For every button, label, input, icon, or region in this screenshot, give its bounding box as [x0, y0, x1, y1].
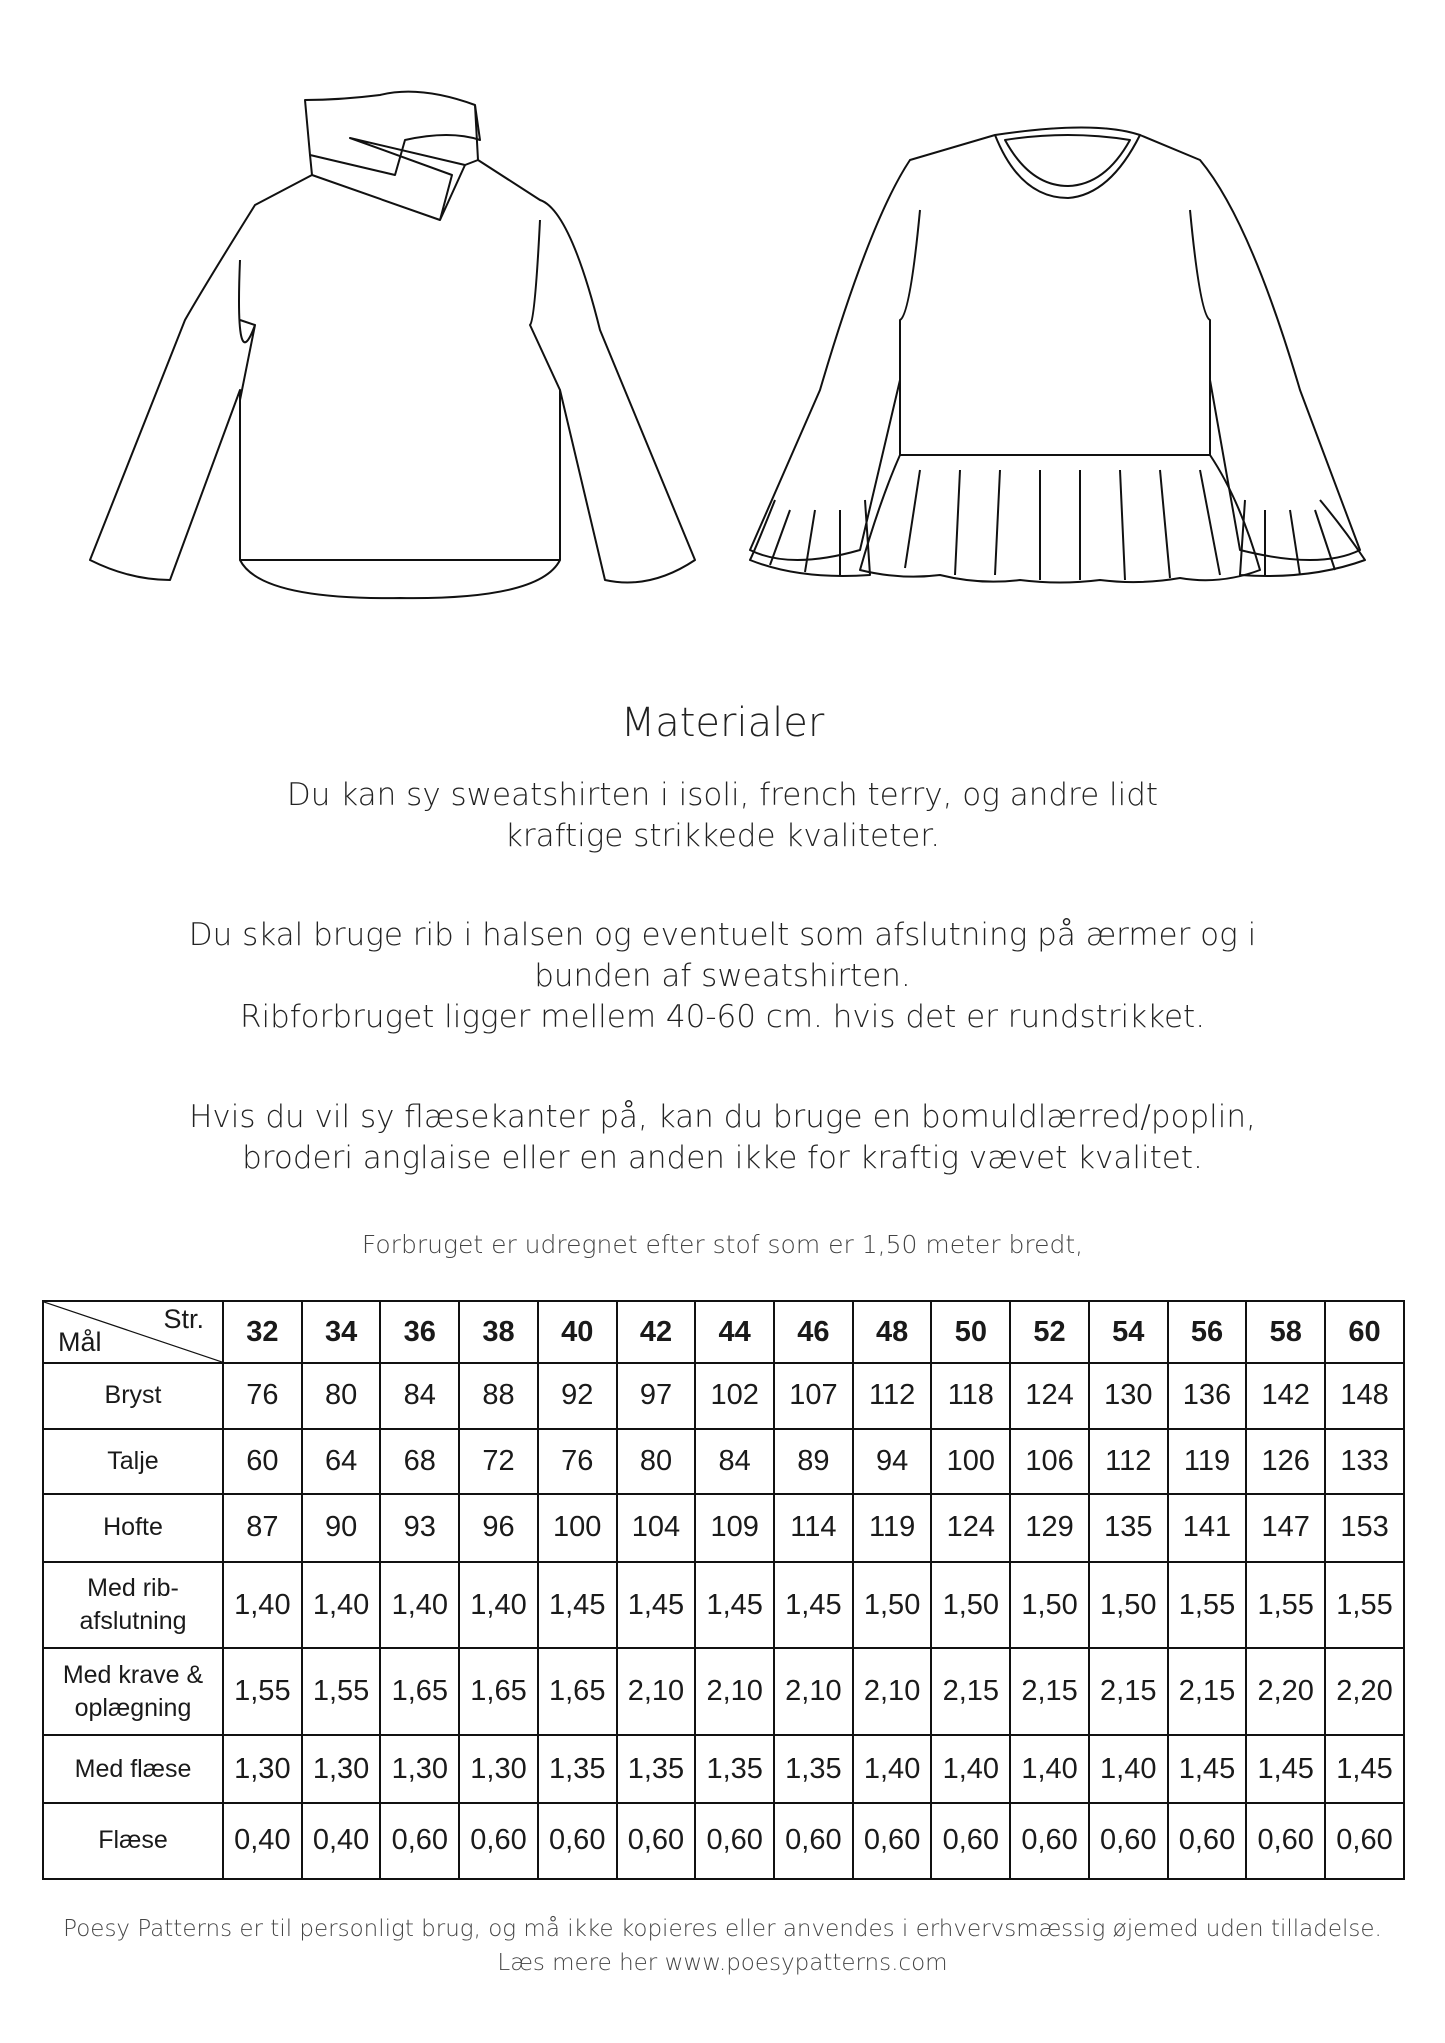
size-header: 52: [1010, 1301, 1089, 1363]
table-cell: 1,55: [1168, 1562, 1247, 1649]
table-cell: 1,55: [223, 1648, 302, 1735]
table-cell: 126: [1246, 1429, 1325, 1495]
paragraph-line: Du kan sy sweatshirten i isoli, french terry, og andre lidt: [286, 777, 1159, 813]
table-cell: 76: [223, 1363, 302, 1429]
table-cell: 136: [1168, 1363, 1247, 1429]
table-cell: 1,40: [1089, 1735, 1168, 1803]
sweatshirt-collar-illustration: [90, 92, 695, 598]
table-cell: 135: [1089, 1494, 1168, 1562]
table-cell: 112: [1089, 1429, 1168, 1495]
table-cell: 1,55: [302, 1648, 381, 1735]
table-cell: 1,45: [1325, 1735, 1404, 1803]
table-cell: 96: [459, 1494, 538, 1562]
table-cell: 1,45: [695, 1562, 774, 1649]
table-cell: 2,15: [1010, 1648, 1089, 1735]
table-cell: 104: [617, 1494, 696, 1562]
row-label: [43, 1429, 223, 1495]
table-cell: 1,45: [617, 1562, 696, 1649]
table-cell: 76: [538, 1429, 617, 1495]
table-cell: 148: [1325, 1363, 1404, 1429]
table-cell: 1,40: [931, 1735, 1010, 1803]
row-label-line: Hofte: [103, 1513, 163, 1542]
table-cell: 1,30: [459, 1735, 538, 1803]
table-row: [43, 1363, 1404, 1429]
table-cell: 102: [695, 1363, 774, 1429]
table-cell: 0,40: [302, 1803, 381, 1879]
table-cell: 119: [1168, 1429, 1247, 1495]
size-header-row: [43, 1301, 1404, 1363]
row-label-line: afslutning: [79, 1607, 187, 1636]
table-cell: 153: [1325, 1494, 1404, 1562]
sweatshirt-ruffle-illustration: [750, 128, 1365, 583]
table-cell: 107: [774, 1363, 853, 1429]
size-header: 58: [1246, 1301, 1325, 1363]
table-cell: 1,45: [1246, 1735, 1325, 1803]
row-label-line: Med rib-: [87, 1574, 179, 1603]
table-cell: 0,60: [459, 1803, 538, 1879]
row-label-line: Talje: [107, 1446, 159, 1475]
table-cell: 93: [380, 1494, 459, 1562]
size-header: 48: [853, 1301, 932, 1363]
table-cell: 2,15: [1168, 1648, 1247, 1735]
size-header: 42: [617, 1301, 696, 1363]
table-cell: 1,40: [223, 1562, 302, 1649]
table-cell: 112: [853, 1363, 932, 1429]
table-cell: 0,60: [538, 1803, 617, 1879]
row-label: [43, 1363, 223, 1429]
table-cell: 129: [1010, 1494, 1089, 1562]
row-label-line: Med flæse: [74, 1754, 192, 1783]
website-link[interactable]: Læs mere her www.poesypatterns.com: [497, 1950, 948, 1976]
table-cell: 2,15: [1089, 1648, 1168, 1735]
table-cell: 1,55: [1246, 1562, 1325, 1649]
table-cell: 0,60: [1010, 1803, 1089, 1879]
table-cell: 119: [853, 1494, 932, 1562]
table-cell: 0,60: [617, 1803, 696, 1879]
table-cell: 2,10: [695, 1648, 774, 1735]
table-cell: 124: [931, 1494, 1010, 1562]
row-label: [43, 1803, 223, 1879]
table-cell: 114: [774, 1494, 853, 1562]
footer: [0, 1912, 1445, 1980]
table-row: [43, 1494, 1404, 1562]
table-cell: 2,15: [931, 1648, 1010, 1735]
table-cell: 90: [302, 1494, 381, 1562]
table-cell: 100: [538, 1494, 617, 1562]
table-cell: 0,40: [223, 1803, 302, 1879]
table-cell: 92: [538, 1363, 617, 1429]
size-header: 44: [695, 1301, 774, 1363]
table-cell: 1,45: [1168, 1735, 1247, 1803]
table-cell: 0,60: [1089, 1803, 1168, 1879]
table-cell: 0,60: [380, 1803, 459, 1879]
table-cell: 1,65: [538, 1648, 617, 1735]
row-label: [43, 1562, 223, 1649]
table-cell: 1,30: [302, 1735, 381, 1803]
table-corner-cell: [43, 1301, 223, 1363]
table-row: [43, 1803, 1404, 1879]
table-cell: 1,45: [538, 1562, 617, 1649]
table-cell: 0,60: [774, 1803, 853, 1879]
paragraph-line: broderi anglaise eller en anden ikke for kraftig vævet kvalitet.: [242, 1140, 1203, 1176]
table-cell: 2,10: [774, 1648, 853, 1735]
row-label-line: oplægning: [74, 1693, 192, 1722]
table-cell: 84: [695, 1429, 774, 1495]
paragraph-line: Du skal bruge rib i halsen og eventuelt som afslutning på ærmer og i: [188, 917, 1257, 953]
table-cell: 141: [1168, 1494, 1247, 1562]
size-header: 46: [774, 1301, 853, 1363]
paragraph-line: kraftige strikkede kvaliteter.: [504, 818, 941, 854]
paragraph-line: bunden af sweatshirten.: [534, 958, 911, 994]
table-cell: 94: [853, 1429, 932, 1495]
size-header: 34: [302, 1301, 381, 1363]
row-label: [43, 1735, 223, 1803]
table-cell: 97: [617, 1363, 696, 1429]
table-cell: 64: [302, 1429, 381, 1495]
materials-paragraph-2: [0, 915, 1445, 1038]
size-header: 40: [538, 1301, 617, 1363]
table-cell: 1,35: [538, 1735, 617, 1803]
table-cell: 0,60: [853, 1803, 932, 1879]
table-cell: 1,30: [223, 1735, 302, 1803]
table-cell: 84: [380, 1363, 459, 1429]
fabric-width-note: Forbruget er udregnet efter stof som er 1,50 meter bredt,: [361, 1230, 1084, 1259]
table-cell: 1,65: [459, 1648, 538, 1735]
table-cell: 1,40: [459, 1562, 538, 1649]
table-cell: 2,10: [617, 1648, 696, 1735]
paragraph-line: Hvis du vil sy flæsekanter på, kan du bruge en bomuldlærred/poplin,: [189, 1099, 1256, 1135]
table-cell: 2,20: [1246, 1648, 1325, 1735]
table-cell: 1,30: [380, 1735, 459, 1803]
table-cell: 1,45: [774, 1562, 853, 1649]
table-cell: 89: [774, 1429, 853, 1495]
table-cell: 109: [695, 1494, 774, 1562]
size-header: 36: [380, 1301, 459, 1363]
row-label-line: Med krave &: [62, 1660, 204, 1689]
table-cell: 87: [223, 1494, 302, 1562]
size-header: 50: [931, 1301, 1010, 1363]
table-cell: 80: [617, 1429, 696, 1495]
materials-paragraph-1: [0, 775, 1445, 857]
table-cell: 2,20: [1325, 1648, 1404, 1735]
table-cell: 1,35: [617, 1735, 696, 1803]
table-cell: 2,10: [853, 1648, 932, 1735]
size-header: 60: [1325, 1301, 1404, 1363]
table-cell: 106: [1010, 1429, 1089, 1495]
measure-label: Mål: [58, 1327, 102, 1357]
table-cell: 133: [1325, 1429, 1404, 1495]
copyright-notice: Poesy Patterns er til personligt brug, og må ikke kopieres eller anvendes i erhvervsmæssig øjemed uden tilladelse.: [63, 1916, 1382, 1942]
table-cell: 1,40: [302, 1562, 381, 1649]
table-cell: 124: [1010, 1363, 1089, 1429]
table-cell: 0,60: [695, 1803, 774, 1879]
table-cell: 80: [302, 1363, 381, 1429]
table-cell: 1,35: [774, 1735, 853, 1803]
table-cell: 147: [1246, 1494, 1325, 1562]
size-header: 54: [1089, 1301, 1168, 1363]
table-cell: 0,60: [1246, 1803, 1325, 1879]
table-cell: 1,40: [380, 1562, 459, 1649]
size-header: 38: [459, 1301, 538, 1363]
table-row: [43, 1429, 1404, 1495]
table-cell: 1,50: [1010, 1562, 1089, 1649]
table-cell: 68: [380, 1429, 459, 1495]
table-cell: 1,65: [380, 1648, 459, 1735]
size-header: 32: [223, 1301, 302, 1363]
table-cell: 1,40: [853, 1735, 932, 1803]
paragraph-line: Ribforbruget ligger mellem 40-60 cm. hvis det er rundstrikket.: [239, 999, 1206, 1035]
size-label: Str.: [163, 1304, 204, 1334]
table-cell: 1,50: [853, 1562, 932, 1649]
row-label: [43, 1494, 223, 1562]
row-label-line: Flæse: [98, 1826, 168, 1855]
table-row: [43, 1648, 1404, 1735]
table-cell: 1,40: [1010, 1735, 1089, 1803]
table-cell: 0,60: [1168, 1803, 1247, 1879]
table-cell: 0,60: [931, 1803, 1010, 1879]
table-cell: 0,60: [1325, 1803, 1404, 1879]
table-cell: 1,50: [931, 1562, 1010, 1649]
row-label-line: Bryst: [104, 1381, 162, 1410]
table-cell: 130: [1089, 1363, 1168, 1429]
size-header: 56: [1168, 1301, 1247, 1363]
materials-paragraph-3: [0, 1097, 1445, 1179]
row-label: [43, 1648, 223, 1735]
size-table: [42, 1300, 1405, 1880]
table-row: [43, 1735, 1404, 1803]
illustrations: [0, 80, 1445, 640]
table-cell: 118: [931, 1363, 1010, 1429]
table-cell: 1,55: [1325, 1562, 1404, 1649]
table-cell: 1,50: [1089, 1562, 1168, 1649]
table-cell: 88: [459, 1363, 538, 1429]
table-row: [43, 1562, 1404, 1649]
table-cell: 1,35: [695, 1735, 774, 1803]
table-cell: 142: [1246, 1363, 1325, 1429]
table-cell: 100: [931, 1429, 1010, 1495]
materials-title: Materialer: [620, 700, 825, 746]
table-cell: 60: [223, 1429, 302, 1495]
table-cell: 72: [459, 1429, 538, 1495]
